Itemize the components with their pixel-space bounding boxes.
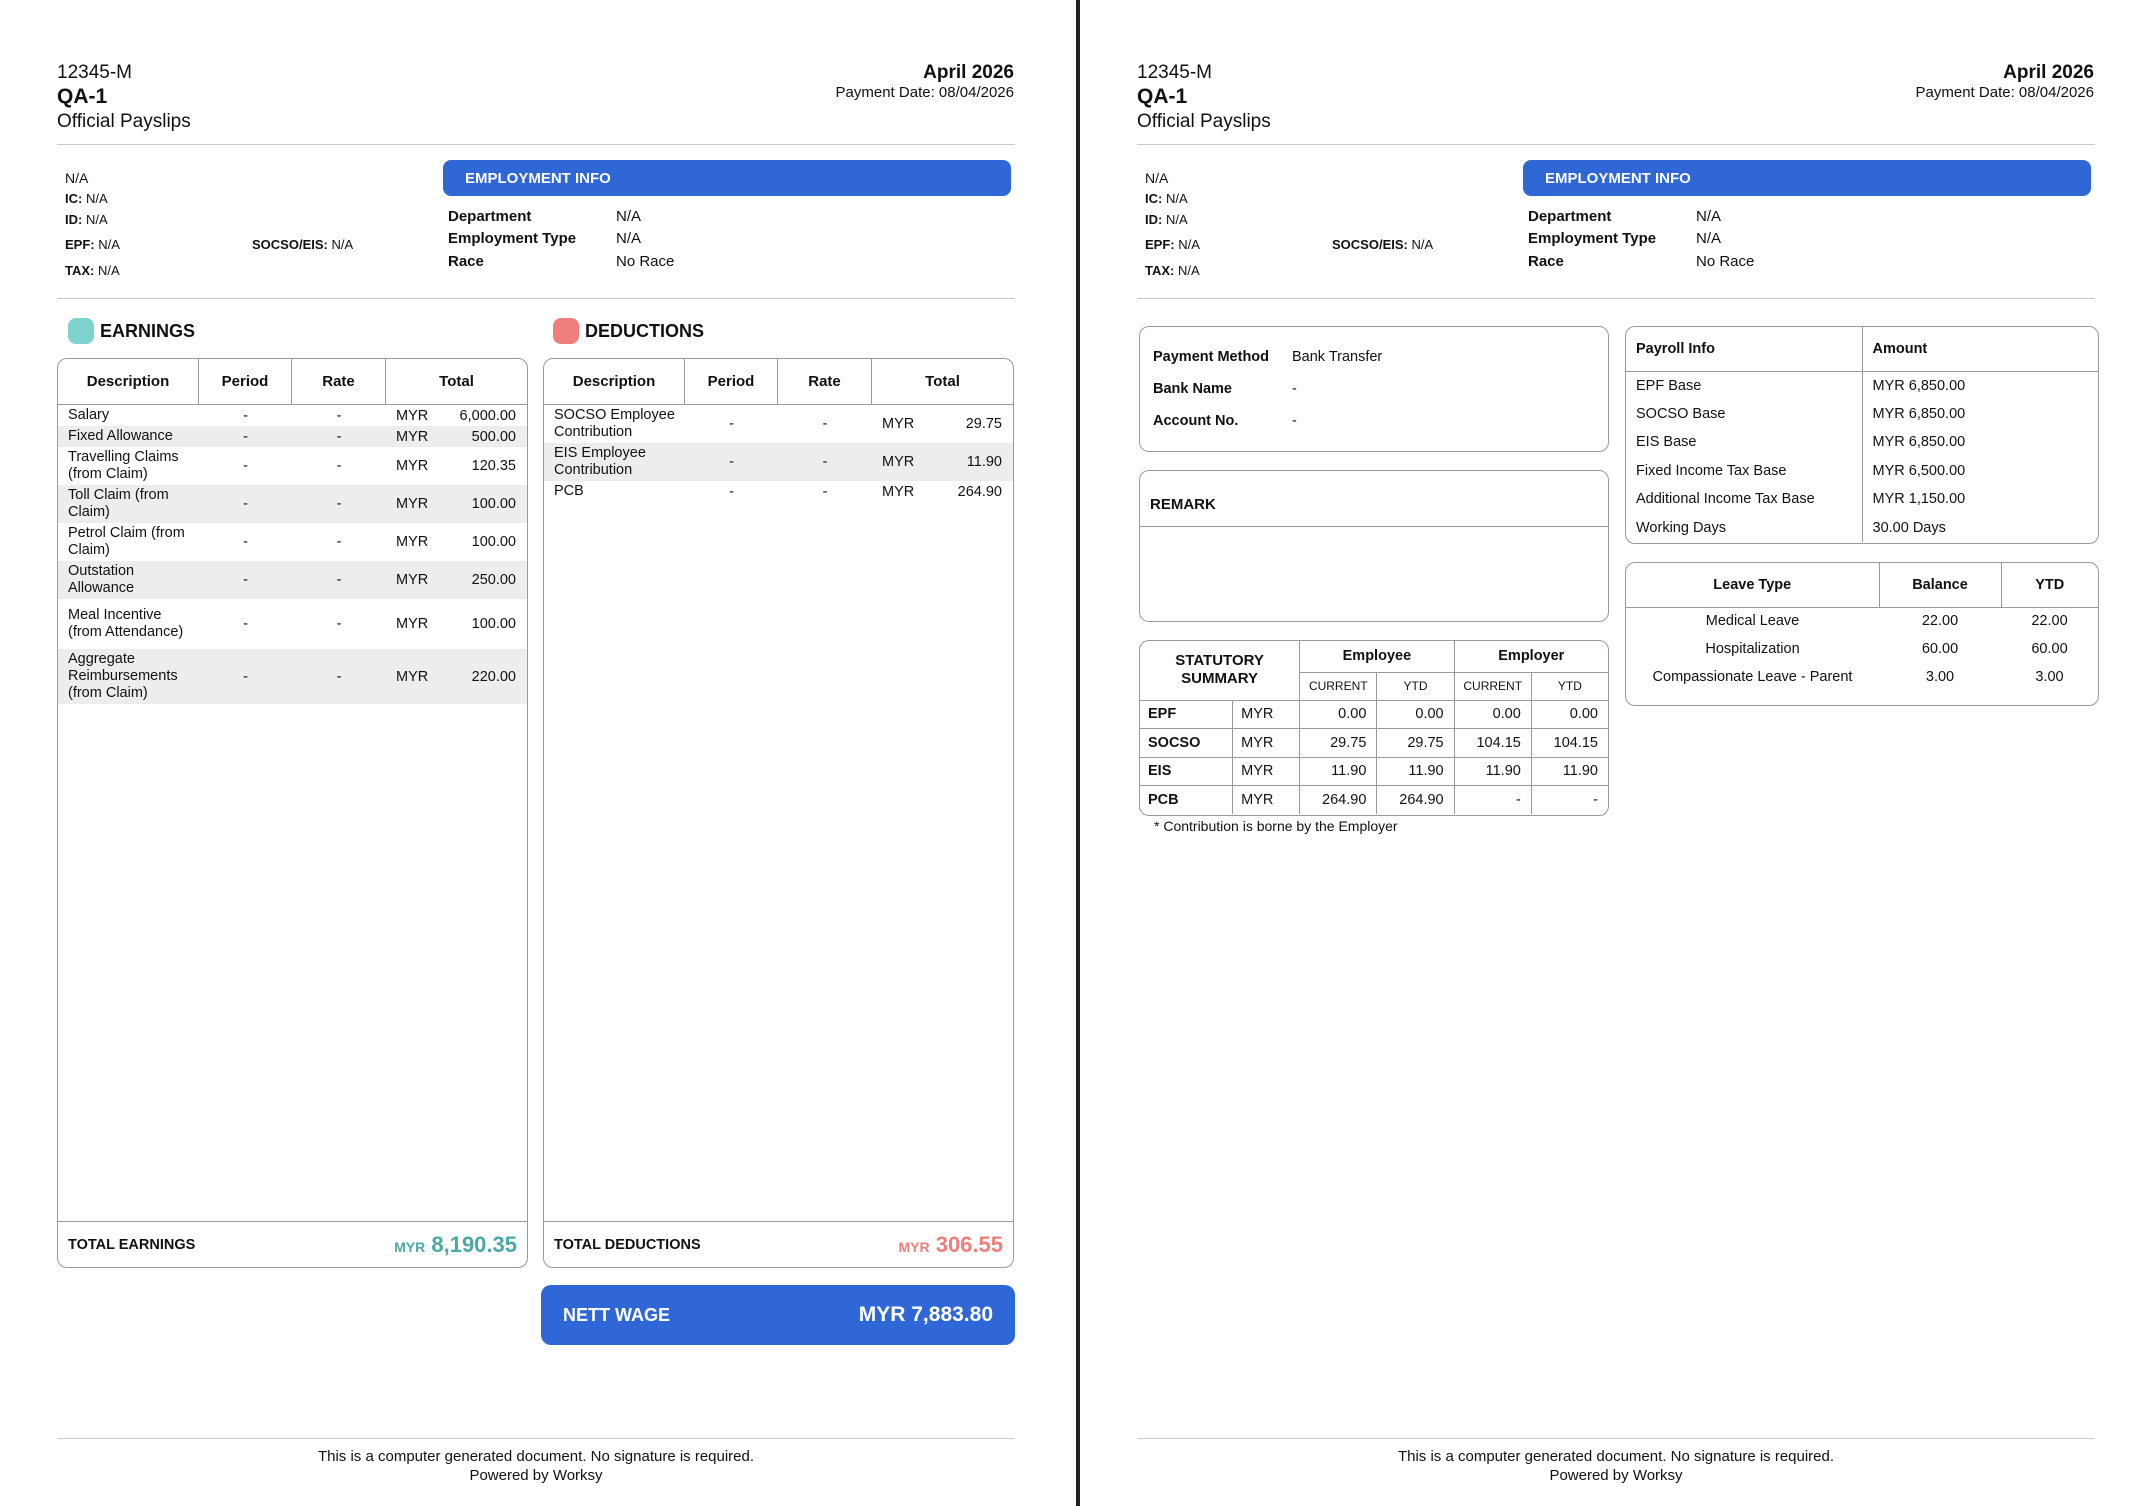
employee-name: N/A: [1145, 170, 1169, 186]
earnings-table: [57, 358, 528, 1268]
remark-box: [1139, 470, 1609, 622]
leave-ytd: 22.00: [2031, 613, 2068, 630]
row-currency: MYR: [396, 668, 429, 685]
row-currency: MYR: [396, 534, 429, 550]
employer-ytd: 11.90: [1531, 757, 1608, 786]
statutory-row: [1140, 786, 1608, 815]
row-rate: -: [336, 458, 342, 474]
row-description: EIS Employee Contribution: [554, 445, 646, 478]
row-period: -: [729, 483, 734, 500]
table-row: [58, 561, 527, 599]
payroll-info-row: [1626, 371, 2098, 400]
row-amount: 250.00: [471, 572, 516, 588]
employer-ytd: 0.00: [1531, 700, 1608, 729]
statutory-name: PCB: [1140, 786, 1233, 815]
payroll-info-row: [1626, 457, 2098, 486]
row-rate: -: [336, 616, 342, 632]
leave-row: [1626, 635, 2098, 663]
statutory-currency: MYR: [1233, 786, 1300, 815]
employment-info-bar: EMPLOYMENT INFO: [1523, 160, 2091, 196]
remark-text: [1140, 527, 1608, 547]
employee-current: 11.90: [1300, 757, 1377, 786]
row-rate: -: [336, 407, 342, 424]
row-amount: 100.00: [471, 534, 516, 550]
row-period: -: [729, 454, 734, 470]
info-row-employment-type: Employment Type N/A: [1528, 230, 1722, 247]
row-period: -: [243, 428, 248, 445]
statutory-row: [1140, 729, 1608, 758]
footer-disclaimer: This is a computer generated document. No signature is required.: [1397, 1448, 1835, 1465]
info-row-race: Race No Race: [1528, 253, 1755, 270]
footer-disclaimer: This is a computer generated document. No signature is required.: [317, 1448, 755, 1465]
table-row: [58, 447, 527, 485]
col-description: Description: [544, 359, 685, 404]
deductions-total-row: [544, 1221, 1013, 1267]
payroll-info-table: [1626, 327, 2098, 542]
employee-ytd: 11.90: [1377, 757, 1454, 786]
employee-socso-eis: SOCSO/EIS: N/A: [1332, 237, 1434, 252]
row-currency: MYR: [882, 483, 915, 500]
row-amount: 220.00: [471, 668, 516, 685]
employee-details: [57, 160, 1015, 299]
info-row-department: Department N/A: [1528, 208, 1722, 225]
col-total: Total: [925, 373, 960, 390]
row-currency: MYR: [396, 616, 429, 632]
row-rate: -: [336, 668, 342, 685]
leave-ytd-header: YTD: [2001, 563, 2098, 607]
payslip-page-1: [0, 0, 1076, 1506]
table-row: [544, 481, 1013, 502]
table-row: [58, 426, 527, 447]
document-footer: [1137, 1438, 2095, 1485]
table-row: [58, 485, 527, 523]
table-row: [544, 405, 1013, 443]
row-amount: 100.00: [471, 496, 516, 512]
employment-info-bar: EMPLOYMENT INFO: [443, 160, 1011, 196]
leave-type: Medical Leave: [1705, 613, 1800, 630]
payroll-info-row: [1626, 514, 2098, 543]
document-footer: [57, 1438, 1015, 1485]
payroll-info-value: MYR 1,150.00: [1872, 491, 1966, 508]
row-currency: MYR: [396, 458, 429, 474]
statutory-name: SOCSO: [1140, 729, 1233, 758]
leave-type: Compassionate Leave - Parent: [1652, 669, 1853, 685]
row-amount: 100.00: [471, 616, 516, 632]
payroll-info-box: [1625, 326, 2099, 544]
total-earnings-value: MYR 8,190.35: [394, 1231, 517, 1257]
row-period: -: [243, 458, 248, 474]
payroll-info-label: Additional Income Tax Base: [1626, 485, 1862, 514]
payroll-info-label: Fixed Income Tax Base: [1626, 457, 1862, 486]
row-period: -: [243, 534, 248, 550]
statutory-row: [1140, 700, 1608, 729]
deductions-color-dot: [553, 318, 579, 344]
document-subtitle: Official Payslips: [57, 111, 191, 132]
row-currency: MYR: [396, 572, 429, 588]
employee-group-header: Employee: [1300, 641, 1454, 672]
row-description: Fixed Allowance: [68, 428, 173, 444]
remark-title: REMARK: [1140, 471, 1608, 527]
nett-wage-value: MYR 7,883.80: [858, 1303, 993, 1326]
row-amount: 120.35: [471, 458, 516, 474]
row-currency: MYR: [882, 454, 915, 470]
row-rate: -: [822, 483, 828, 500]
employee-socso-eis: SOCSO/EIS: N/A: [252, 237, 354, 252]
col-description: Description: [58, 359, 199, 404]
bank-name-row: Bank Name -: [1153, 381, 1297, 397]
payroll-info-row: [1626, 428, 2098, 457]
row-period: -: [243, 407, 248, 424]
total-earnings-label: TOTAL EARNINGS: [68, 1236, 196, 1253]
deductions-header-row: [544, 359, 1013, 405]
deductions-table: [543, 358, 1014, 1268]
row-description: SOCSO Employee Contribution: [554, 407, 675, 440]
company-name: QA-1: [57, 85, 108, 108]
row-description: Petrol Claim (from Claim): [68, 525, 185, 558]
employer-group-header: Employer: [1454, 641, 1608, 672]
leave-ytd: 60.00: [2031, 641, 2068, 657]
employee-current: 0.00: [1300, 700, 1377, 729]
info-row-race: Race No Race: [448, 253, 675, 270]
statutory-row: [1140, 757, 1608, 786]
row-rate: -: [822, 416, 828, 432]
leave-balance: 3.00: [1925, 669, 1955, 685]
statutory-currency: MYR: [1233, 757, 1300, 786]
leave-balance: 60.00: [1921, 641, 1959, 657]
employee-ytd-header: YTD: [1377, 672, 1454, 700]
leave-type-header: Leave Type: [1626, 563, 1879, 607]
row-amount: 500.00: [471, 428, 516, 445]
row-amount: 11.90: [966, 454, 1002, 470]
row-description: PCB: [554, 483, 584, 499]
payroll-info-value: MYR 6,850.00: [1872, 405, 1966, 422]
payroll-info-value: MYR 6,850.00: [1872, 434, 1966, 451]
row-description: Meal Incentive (from Attendance): [68, 607, 184, 640]
leave-ytd: 3.00: [2035, 669, 2064, 685]
employee-id: ID: N/A: [65, 212, 108, 227]
row-period: -: [729, 416, 734, 432]
employee-epf: EPF: N/A: [65, 237, 120, 252]
earnings-total-row: [58, 1221, 527, 1267]
employer-current: 0.00: [1454, 700, 1531, 729]
earnings-header-row: [58, 359, 527, 405]
row-description: Travelling Claims (from Claim): [68, 449, 179, 482]
payroll-info-row: [1626, 400, 2098, 429]
employee-ytd: 0.00: [1377, 700, 1454, 729]
statutory-title: STATUTORY SUMMARY: [1140, 641, 1300, 700]
row-description: Aggregate Reimbursements (from Claim): [68, 651, 178, 701]
nett-wage-bar: [541, 1285, 1015, 1345]
row-rate: -: [336, 534, 342, 550]
row-description: Outstation Allowance: [68, 563, 135, 596]
leave-row: [1626, 607, 2098, 635]
row-period: -: [243, 572, 248, 588]
row-currency: MYR: [396, 407, 429, 424]
table-row: [58, 649, 527, 704]
employer-current: -: [1454, 786, 1531, 815]
leave-type: Hospitalization: [1705, 641, 1800, 657]
payslip-header: [1137, 60, 2095, 145]
employee-ytd: 264.90: [1377, 786, 1454, 815]
employee-epf: EPF: N/A: [1145, 237, 1200, 252]
statutory-name: EPF: [1140, 700, 1233, 729]
footer-powered-by: Powered by Worksy: [1549, 1467, 1683, 1484]
company-name: QA-1: [1137, 85, 1188, 108]
employee-id: ID: N/A: [1145, 212, 1188, 227]
employee-details: [1137, 160, 2095, 299]
col-period: Period: [199, 359, 292, 404]
total-deductions-value: MYR 306.55: [898, 1231, 1003, 1257]
payslip-month: April 2026: [2003, 62, 2094, 83]
statutory-name: EIS: [1140, 757, 1233, 786]
payroll-info-label: Working Days: [1626, 514, 1862, 543]
employer-current: 11.90: [1454, 757, 1531, 786]
info-row-department: Department N/A: [448, 208, 642, 225]
nett-wage-label: NETT WAGE: [563, 1304, 670, 1325]
row-currency: MYR: [396, 428, 429, 445]
col-rate: Rate: [292, 359, 386, 404]
leave-balance-header: Balance: [1879, 563, 2001, 607]
employee-tax: TAX: N/A: [1145, 263, 1200, 278]
payroll-info-label: SOCSO Base: [1626, 400, 1862, 429]
employee-current: 264.90: [1300, 786, 1377, 815]
row-currency: MYR: [396, 496, 429, 512]
amount-header: Amount: [1862, 327, 2098, 371]
row-amount: 6,000.00: [459, 407, 516, 424]
statutory-note: * Contribution is borne by the Employer: [1154, 818, 1398, 834]
payslip-month: April 2026: [923, 62, 1014, 83]
deductions-rows: [544, 405, 1013, 502]
deductions-title: DEDUCTIONS: [553, 318, 704, 344]
table-row: [58, 523, 527, 561]
table-row: [544, 443, 1013, 481]
employer-current-header: CURRENT: [1454, 672, 1531, 700]
row-rate: -: [336, 428, 342, 445]
statutory-currency: MYR: [1233, 700, 1300, 729]
footer-powered-by: Powered by Worksy: [469, 1467, 603, 1484]
table-row: [58, 599, 527, 649]
row-amount: 29.75: [965, 416, 1002, 432]
payroll-info-value: 30.00 Days: [1872, 519, 1946, 536]
employer-current: 104.15: [1454, 729, 1531, 758]
employee-current: 29.75: [1300, 729, 1377, 758]
statutory-summary-box: [1139, 640, 1609, 816]
info-row-employment-type: Employment Type N/A: [448, 230, 642, 247]
payslip-header: [57, 60, 1015, 145]
leave-table: [1626, 563, 2098, 691]
leave-balance: 22.00: [1921, 613, 1959, 630]
employee-name: N/A: [65, 170, 89, 186]
row-period: -: [243, 496, 248, 512]
payroll-info-value: MYR 6,850.00: [1872, 377, 1966, 394]
company-registration-no: 12345-M: [1137, 62, 1212, 83]
row-rate: -: [336, 572, 342, 588]
row-period: -: [243, 616, 248, 632]
employer-ytd: -: [1531, 786, 1608, 815]
payment-method-row: Payment Method Bank Transfer: [1153, 349, 1383, 365]
total-deductions-label: TOTAL DEDUCTIONS: [554, 1236, 701, 1253]
leave-row: [1626, 663, 2098, 691]
payroll-info-row: [1626, 485, 2098, 514]
row-period: -: [243, 668, 248, 685]
row-description: Toll Claim (from Claim): [68, 487, 169, 520]
employee-current-header: CURRENT: [1300, 672, 1377, 700]
employee-ic: IC: N/A: [1145, 191, 1188, 206]
earnings-title: EARNINGS: [68, 318, 195, 344]
employee-ytd: 29.75: [1377, 729, 1454, 758]
employee-tax: TAX: N/A: [65, 263, 120, 278]
account-no-row: Account No. -: [1153, 413, 1297, 429]
row-currency: MYR: [882, 416, 915, 432]
row-rate: -: [336, 496, 342, 512]
payroll-info-label: EPF Base: [1626, 371, 1862, 400]
payment-date: Payment Date: 08/04/2026: [835, 84, 1014, 101]
employee-ic: IC: N/A: [65, 191, 108, 206]
document-subtitle: Official Payslips: [1137, 111, 1271, 132]
col-rate: Rate: [778, 359, 872, 404]
statutory-table: [1140, 641, 1608, 814]
employer-ytd-header: YTD: [1531, 672, 1608, 700]
statutory-currency: MYR: [1233, 729, 1300, 758]
col-total: Total: [439, 373, 474, 390]
payroll-info-label: EIS Base: [1626, 428, 1862, 457]
payslip-page-2: [1080, 0, 2156, 1506]
table-row: [58, 405, 527, 426]
payroll-info-header: Payroll Info: [1626, 327, 1862, 371]
row-amount: 264.90: [957, 483, 1002, 500]
leave-box: [1625, 562, 2099, 706]
company-registration-no: 12345-M: [57, 62, 132, 83]
payment-date: Payment Date: 08/04/2026: [1915, 84, 2094, 101]
employer-ytd: 104.15: [1531, 729, 1608, 758]
payment-method-box: [1139, 326, 1609, 452]
col-period: Period: [685, 359, 778, 404]
earnings-rows: [58, 405, 527, 704]
earnings-color-dot: [68, 318, 94, 344]
row-description: Salary: [68, 407, 110, 423]
payroll-info-value: MYR 6,500.00: [1872, 462, 1966, 479]
row-rate: -: [822, 454, 828, 470]
